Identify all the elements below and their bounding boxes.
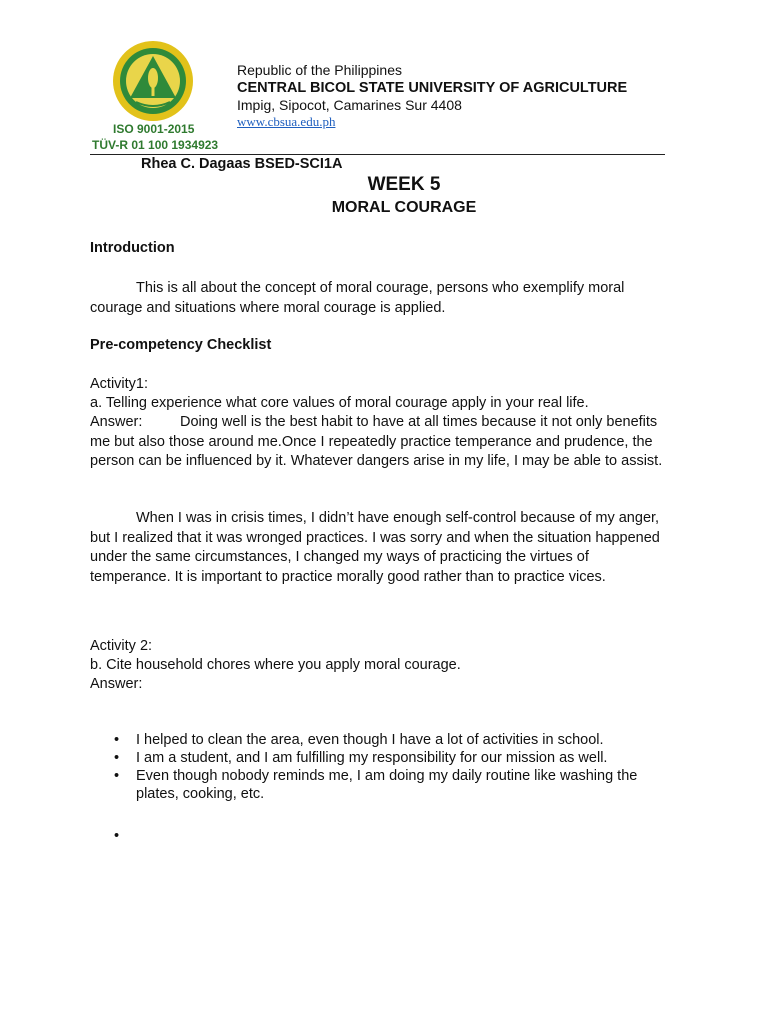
introduction-text: This is all about the concept of moral courage, persons who exemplify moral courage and situations where moral courage is applied.	[90, 280, 625, 316]
activity1-answer-text: Doing well is the best habit to have at all times because it not only benefits me but also those around me.Once I repeatedly practice temperance and prudence, the person can be influenced by it. Whatever dangers arise in my life, I may be able to assist.	[90, 414, 663, 469]
activity1-answer-paragraph2: When I was in crisis times, I didn’t have enough self-control because of my anger, but I realized that it was wronged practices. I was sorry and when the situation happened under the same circumstances, I changed my ways of practicing the virtues of temperance. It is important to practice morally good rather than to practice vices.	[90, 510, 660, 585]
list-item-text: Even though nobody reminds me, I am doing my daily routine like washing the plates, cooking, etc.	[136, 768, 638, 802]
university-name: CENTRAL BICOL STATE UNIVERSITY OF AGRICULTURE	[237, 80, 628, 96]
activity1-answer	[90, 413, 680, 472]
checklist-heading: Pre-competency Checklist	[90, 337, 272, 353]
activity2-question: b. Cite household chores where you apply moral courage.	[90, 657, 461, 673]
introduction-heading: Introduction	[90, 240, 175, 256]
country-line: Republic of the Philippines	[237, 62, 402, 78]
tuv-certification: TÜV-R 01 100 1934923	[92, 138, 219, 152]
topic-title: MORAL COURAGE	[331, 199, 477, 216]
activity2-title: Activity 2:	[90, 638, 153, 654]
iso-certification: ISO 9001-2015	[113, 122, 195, 136]
bullet-icon: •	[114, 768, 120, 784]
activity1-title: Activity1:	[90, 376, 149, 392]
bullet-icon: •	[114, 750, 120, 766]
university-address: Impig, Sipocot, Camarines Sur 4408	[237, 97, 462, 113]
list-item	[90, 767, 680, 803]
header-divider	[90, 154, 665, 155]
list-item	[90, 731, 680, 749]
university-seal-logo	[112, 40, 194, 122]
chores-list	[90, 731, 680, 803]
activity1-question: a. Telling experience what core values of moral courage apply in your real life.	[90, 395, 589, 411]
activity2-answer-label: Answer:	[90, 676, 143, 692]
list-item	[90, 749, 680, 767]
student-name: Rhea C. Dagaas BSED-SCI1A	[141, 156, 343, 172]
bullet-icon: •	[114, 732, 120, 748]
empty-bullet-icon: •	[114, 828, 120, 844]
list-item-text: I helped to clean the area, even though I have a lot of activities in school.	[136, 732, 604, 748]
list-item-text: I am a student, and I am fulfilling my responsibility for our mission as well.	[136, 750, 608, 766]
activity1-answer-label: Answer:	[90, 414, 143, 430]
website-link[interactable]: www.cbsua.edu.ph	[237, 114, 336, 129]
week-title: WEEK 5	[367, 174, 441, 195]
